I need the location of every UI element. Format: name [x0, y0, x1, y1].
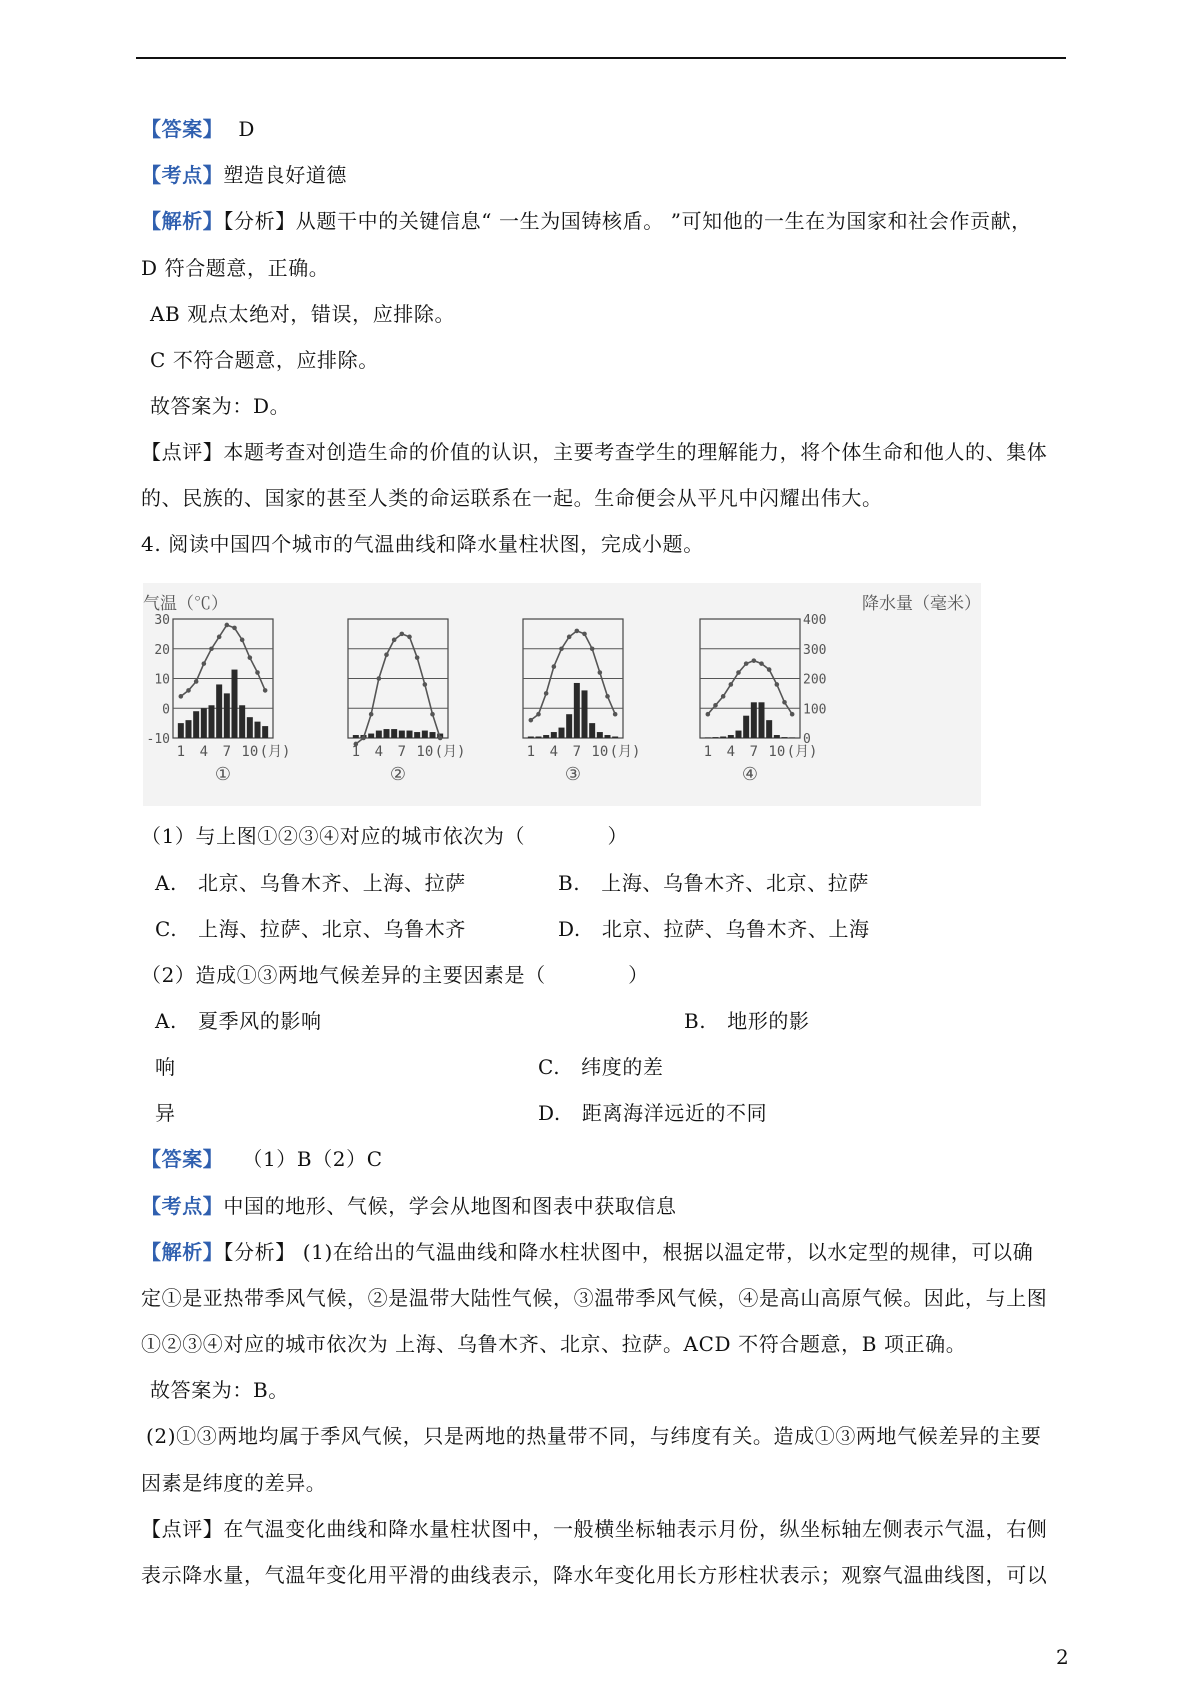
jiexi-text: 【分析】从题干中的关键信息“ 一生为国铸核盾。 ”可知他的一生在为国家和社会作贡献，: [223, 209, 1032, 233]
month-unit-label: (月): [259, 744, 291, 760]
q4-jiexi-line-5: (2)①③两地均属于季风气候，只是两地的热量带不同，与纬度有关。造成①③两地气候差异的主要: [146, 1424, 1042, 1448]
option-text: 纬度的差: [581, 1055, 664, 1079]
q4-sub2-option-b: [684, 1008, 810, 1034]
precipitation-bar: [353, 735, 359, 738]
precipitation-bar: [605, 735, 611, 738]
temperature-point: [529, 718, 534, 723]
precipitation-bar: [262, 726, 268, 738]
precipitation-bar: [224, 693, 230, 738]
q3-answer-line: [141, 116, 255, 142]
temperature-axis-title: 气温（℃）: [143, 594, 228, 614]
temperature-point: [736, 670, 741, 675]
precipitation-bar: [209, 705, 215, 738]
temperature-point: [582, 632, 587, 637]
precipitation-bar: [759, 702, 765, 738]
q4-sub1: （1）与上图①②③④对应的城市依次为（ ）: [141, 824, 629, 848]
temperature-point: [744, 661, 749, 666]
q4-sub1-option-d: [558, 916, 870, 942]
q4-sub1-option-c: [155, 916, 466, 942]
q4-sub1-option-a: [155, 870, 466, 896]
climate-charts: [143, 583, 981, 806]
precipitation-bar: [551, 732, 557, 738]
precipitation-bar: [743, 716, 749, 738]
precipitation-bar: [728, 735, 734, 738]
temperature-point: [407, 635, 412, 640]
q4-jiexi-line-3: ①②③④对应的城市依次为 上海、乌鲁木齐、北京、拉萨。ACD 不符合题意，B 项正确。: [141, 1332, 967, 1356]
month-tick-label: 7: [397, 744, 407, 760]
option-label: C.: [538, 1055, 561, 1079]
precipitation-bar: [705, 737, 711, 738]
option-label: D.: [538, 1101, 561, 1125]
precipitation-bar: [736, 731, 742, 738]
jiexi-tag: 【解析】: [141, 209, 224, 233]
q4-dianping-line: [141, 1516, 1047, 1542]
temperature-point: [423, 682, 428, 687]
month-tick-label: 4: [199, 744, 209, 760]
precipitation-bar: [201, 708, 207, 738]
precipitation-bar: [399, 731, 405, 738]
temperature-point: [415, 655, 420, 660]
temperature-point: [605, 694, 610, 699]
answer-text: D: [238, 117, 256, 141]
q4-jiexi-line: [141, 1239, 1033, 1265]
precipitation-axis-title: 降水量（毫米）: [862, 594, 981, 614]
temperature-point: [209, 646, 214, 651]
temperature-tick-label: 20: [154, 642, 170, 658]
q4-sub2-option-d: [538, 1100, 767, 1126]
precipitation-bar: [597, 732, 603, 738]
temperature-point: [179, 694, 184, 699]
q4-sub2-option-a: [155, 1008, 322, 1034]
precipitation-bar: [414, 732, 420, 738]
option-text: 北京、乌鲁木齐、上海、拉萨: [197, 871, 466, 895]
q3-jiexi-line-2: D 符合题意，正确。: [141, 256, 330, 280]
precipitation-bar: [422, 731, 428, 738]
temperature-point: [248, 655, 253, 660]
q4-jiexi-line-4: 故答案为：B。: [150, 1378, 289, 1402]
temperature-point: [567, 635, 572, 640]
precipitation-bar: [232, 670, 238, 738]
option-label: A.: [155, 1009, 178, 1033]
month-unit-label: (月): [434, 744, 466, 760]
temperature-point: [202, 661, 207, 666]
panel-label: ③: [564, 764, 582, 785]
temperature-point: [430, 712, 435, 717]
precipitation-bar: [782, 737, 788, 738]
temperature-point: [544, 691, 549, 696]
kaodian-tag: 【考点】: [141, 163, 224, 187]
temperature-point: [255, 670, 260, 675]
q3-dianping-line: [141, 439, 1047, 465]
month-tick-label: 7: [749, 744, 759, 760]
dianping-text: 本题考查对创造生命的价值的认识，主要考查学生的理解能力，将个体生命和他人的、集体: [223, 440, 1048, 464]
temperature-point: [790, 712, 795, 717]
temperature-point: [706, 712, 711, 717]
precipitation-tick-label: 200: [803, 672, 827, 688]
q3-jiexi-line: [141, 208, 1032, 234]
temperature-point: [217, 635, 222, 640]
temperature-point: [752, 658, 757, 663]
option-text: 地形的影: [727, 1009, 810, 1033]
temperature-point: [225, 623, 230, 628]
temperature-point: [400, 632, 405, 637]
temperature-point: [559, 646, 564, 651]
month-unit-label: (月): [786, 744, 818, 760]
option-label: C.: [155, 917, 178, 941]
month-tick-label: 7: [572, 744, 582, 760]
climate-figure: [143, 583, 981, 806]
answer-tag: 【答案】: [141, 117, 224, 141]
q4-sub2: （2）造成①③两地气候差异的主要因素是（ ）: [141, 963, 649, 987]
jiexi-text: 【分析】 (1)在给出的气温曲线和降水柱状图中，根据以温定带，以水定型的规律，可以确: [223, 1240, 1034, 1264]
precipitation-bar: [384, 729, 390, 738]
panel-label: ①: [214, 764, 232, 785]
precipitation-bar: [536, 737, 542, 738]
option-text: 北京、拉萨、乌鲁木齐、上海: [601, 917, 870, 941]
month-tick-label: 1: [526, 744, 536, 760]
dianping-tag: 【点评】: [141, 1517, 224, 1541]
precipitation-bar: [574, 683, 580, 738]
temperature-point: [590, 646, 595, 651]
temperature-line: [181, 625, 265, 696]
temperature-point: [240, 638, 245, 643]
kaodian-tag: 【考点】: [141, 1194, 224, 1218]
temperature-point: [384, 652, 389, 657]
q4-kaodian-line: [141, 1193, 677, 1219]
precipitation-bar: [582, 690, 588, 738]
month-tick-label: 4: [726, 744, 736, 760]
precipitation-bar: [559, 728, 565, 738]
q4-jiexi-line-2: 定①是亚热带季风气候，②是温带大陆性气候，③温带季风气候，④是高山高原气候。因此，与上图: [141, 1286, 1048, 1310]
q4-answer-line: [141, 1146, 383, 1172]
precipitation-bar: [216, 684, 222, 738]
kaodian-text: 中国的地形、气候，学会从地图和图表中获取信息: [223, 1194, 677, 1218]
temperature-tick-label: 30: [154, 613, 170, 628]
q3-kaodian-line: [141, 162, 347, 188]
temperature-point: [194, 679, 199, 684]
panel-label: ④: [741, 764, 759, 785]
precipitation-bar: [713, 737, 719, 738]
month-tick-label: 10: [241, 744, 259, 760]
answer-tag: 【答案】: [141, 1147, 224, 1171]
q4-sub2-option-c-cont: 异: [155, 1101, 176, 1125]
temperature-point: [377, 676, 382, 681]
precipitation-bar: [391, 729, 397, 738]
option-label: A.: [155, 871, 178, 895]
temperature-point: [598, 670, 603, 675]
month-tick-label: 1: [351, 744, 361, 760]
month-tick-label: 4: [549, 744, 559, 760]
kaodian-text: 塑造良好道德: [223, 163, 348, 187]
answer-text: （1）B（2）C: [242, 1147, 383, 1171]
q4-sub2-option-c: [538, 1054, 664, 1080]
temperature-point: [263, 688, 268, 693]
precipitation-bar: [766, 720, 772, 738]
page-number: 2: [1056, 1645, 1069, 1669]
month-tick-label: 1: [703, 744, 713, 760]
temperature-point: [782, 700, 787, 705]
precipitation-bar: [178, 723, 184, 738]
temperature-line: [356, 634, 440, 744]
precipitation-bar: [751, 702, 757, 738]
temperature-point: [552, 664, 557, 669]
temperature-point: [392, 638, 397, 643]
month-tick-label: 4: [374, 744, 384, 760]
precipitation-bar: [255, 722, 261, 738]
temperature-point: [232, 626, 237, 631]
precipitation-bar: [589, 723, 595, 738]
precipitation-bar: [368, 734, 374, 738]
option-label: D.: [558, 917, 581, 941]
month-unit-label: (月): [609, 744, 641, 760]
precipitation-bar: [528, 737, 534, 738]
precipitation-bar: [247, 717, 253, 738]
q3-dianping-line-2: 的、民族的、国家的甚至人类的命运联系在一起。生命便会从平凡中闪耀出伟大。: [141, 486, 883, 510]
precipitation-bar: [239, 705, 245, 738]
precipitation-bar: [774, 735, 780, 738]
temperature-point: [438, 736, 443, 741]
option-text: 上海、拉萨、北京、乌鲁木齐: [198, 917, 466, 941]
jiexi-tag: 【解析】: [141, 1240, 224, 1264]
temperature-point: [369, 712, 374, 717]
precipitation-bar: [407, 731, 413, 738]
precipitation-bar: [376, 731, 382, 738]
q4-sub1-option-b: [558, 870, 869, 896]
q4-sub2-option-b-cont: 响: [155, 1055, 176, 1079]
temperature-line: [531, 631, 615, 720]
temperature-tick-label: 0: [162, 702, 170, 718]
q4-jiexi-line-6: 因素是纬度的差异。: [141, 1471, 327, 1495]
temperature-point: [759, 661, 764, 666]
q4-dianping-line-2: 表示降水量，气温年变化用平滑的曲线表示，降水年变化用长方形柱状表示；观察气温曲线图，可以: [141, 1563, 1048, 1587]
temperature-point: [729, 682, 734, 687]
precipitation-bar: [612, 737, 618, 738]
precipitation-bar: [566, 714, 572, 738]
option-label: B.: [684, 1009, 707, 1033]
option-text: 上海、乌鲁木齐、北京、拉萨: [601, 871, 870, 895]
temperature-tick-label: 10: [154, 672, 170, 688]
precipitation-bar: [720, 737, 726, 738]
header-rule: [136, 57, 1066, 59]
option-text: 夏季风的影响: [197, 1009, 322, 1033]
dianping-tag: 【点评】: [141, 440, 224, 464]
dianping-text: 在气温变化曲线和降水量柱状图中，一般横坐标轴表示月份，纵坐标轴左侧表示气温，右侧: [223, 1517, 1048, 1541]
precipitation-tick-label: 400: [803, 613, 827, 628]
panel-label: ②: [389, 764, 407, 785]
temperature-point: [186, 688, 191, 693]
month-tick-label: 10: [591, 744, 609, 760]
precipitation-tick-label: 0: [803, 732, 811, 747]
temperature-point: [721, 694, 726, 699]
temperature-point: [361, 736, 366, 741]
temperature-point: [713, 703, 718, 708]
month-tick-label: 7: [222, 744, 232, 760]
month-tick-label: 10: [768, 744, 786, 760]
temperature-tick-label: -10: [146, 732, 170, 747]
month-tick-label: 10: [416, 744, 434, 760]
temperature-point: [613, 712, 618, 717]
temperature-point: [536, 712, 541, 717]
option-label: B.: [558, 871, 581, 895]
q3-jiexi-line-4: C 不符合题意，应排除。: [150, 348, 379, 372]
precipitation-bar: [789, 737, 795, 738]
temperature-line: [708, 661, 792, 715]
precipitation-bar: [543, 735, 549, 738]
precipitation-bar: [186, 720, 192, 738]
precipitation-bar: [430, 732, 436, 738]
temperature-point: [767, 667, 772, 672]
q3-jiexi-line-5: 故答案为：D。: [150, 394, 291, 418]
precipitation-tick-label: 300: [803, 642, 827, 658]
precipitation-bar: [193, 711, 199, 738]
temperature-point: [575, 629, 580, 634]
option-text: 距离海洋远近的不同: [581, 1101, 768, 1125]
q4-stem: 4. 阅读中国四个城市的气温曲线和降水量柱状图，完成小题。: [141, 532, 704, 556]
month-tick-label: 1: [176, 744, 186, 760]
precipitation-tick-label: 100: [803, 702, 827, 718]
temperature-point: [775, 682, 780, 687]
q3-jiexi-line-3: AB 观点太绝对，错误，应排除。: [150, 302, 456, 326]
